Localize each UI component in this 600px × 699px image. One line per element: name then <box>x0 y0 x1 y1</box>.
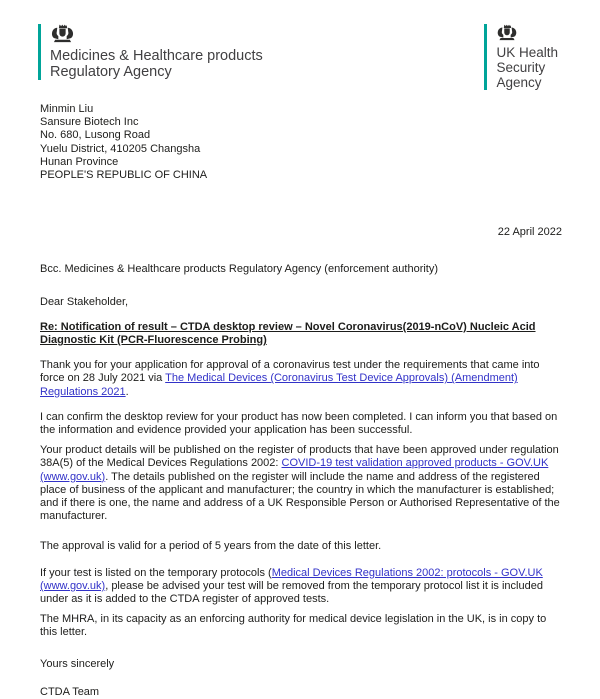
text-run: Thank you for your application for approval of a coronavirus test under the requirements that came into force on 28 July 2021 via <box>40 359 540 385</box>
text-run: The approval is valid for a period of 5 years from the date of this letter. <box>40 540 382 553</box>
text-run: If your test is listed on the temporary protocols ( <box>40 566 272 579</box>
text-run: The MHRA, in its capacity as an enforcing authority for medical device legislation in the UK, is in copy to this letter. <box>40 613 547 639</box>
recipient-street: No. 680, Lusong Road <box>40 129 151 142</box>
letterhead <box>0 0 600 90</box>
subject-line: Re: Notification of result – CTDA desktop review – Novel Coronavirus(2019-nCoV) Nucleic Acid Diagnostic Kit (PCR-Fluorescence Probing) <box>40 320 536 347</box>
ukhsa-name-line2: Security <box>496 60 546 75</box>
valediction: Yours sincerely <box>40 657 115 670</box>
para-register <box>40 444 562 523</box>
signature: CTDA Team <box>40 685 100 698</box>
para-thank-you <box>40 359 562 399</box>
bcc-line: Bcc. Medicines & Healthcare products Regulatory Agency (enforcement authority) <box>40 263 439 276</box>
link-ctda-regulations[interactable]: The Medical Devices (Coronavirus Test Device Approvals) (Amendment) Regulations 2021 <box>40 372 518 398</box>
mhra-name-line2: Regulatory Agency <box>50 64 172 80</box>
recipient-name: Minmin Liu <box>40 103 94 115</box>
link-temporary-protocols[interactable]: Medical Devices Regulations 2002: protocols - GOV.UK (www.gov.uk) <box>40 566 543 592</box>
royal-crest-icon <box>496 24 558 42</box>
para-temporary-protocols <box>40 567 562 607</box>
ukhsa-name-line3: Agency <box>496 75 542 90</box>
para-validity <box>40 540 562 553</box>
ukhsa-logo <box>484 24 558 90</box>
recipient-district: Yuelu District, 410205 Changsha <box>40 142 201 155</box>
ukhsa-name-line1: UK Health <box>496 45 558 60</box>
salutation: Dear Stakeholder, <box>40 295 129 308</box>
recipient-address <box>40 103 562 182</box>
recipient-province: Hunan Province <box>40 155 119 168</box>
text-run: . <box>125 385 129 398</box>
letter-date: 22 April 2022 <box>497 226 562 239</box>
text-run: , please be advised your test will be removed from the temporary protocol list it is included under as it is added to the CTDA register of approved tests. <box>40 579 543 606</box>
mhra-name-line1: Medicines & Healthcare products <box>50 48 263 64</box>
letter-body <box>40 359 562 639</box>
recipient-company: Sansure Biotech Inc <box>40 116 139 129</box>
text-run: I can confirm the desktop review for your product has now been completed. I can inform you that based on the information and evidence provided your application has been successful. <box>40 410 558 437</box>
link-approved-products[interactable]: COVID-19 test validation approved products - GOV.UK (www.gov.uk) <box>40 457 549 483</box>
para-confirmation <box>40 411 562 437</box>
ukhsa-logo-text <box>496 45 558 90</box>
text-run: . The details published on the register will include the name and address of the registered place of business of the applicant and manufacturer; the country in which the manufacturer is established; and if there is one, the name and address of a UK Responsible Person or Authorised Representative of the manufacturer. <box>40 470 560 523</box>
recipient-country: PEOPLE'S REPUBLIC OF CHINA <box>40 169 208 182</box>
letter-content <box>0 103 600 699</box>
mhra-logo-text <box>50 48 263 80</box>
text-run: Your product details will be published on the register of products that have been approved under regulation 38A(5) of the Medical Devices Regulations 2002: <box>40 444 559 470</box>
mhra-logo <box>38 24 263 80</box>
royal-crest-icon <box>50 24 263 44</box>
para-mhra-copy <box>40 613 562 639</box>
